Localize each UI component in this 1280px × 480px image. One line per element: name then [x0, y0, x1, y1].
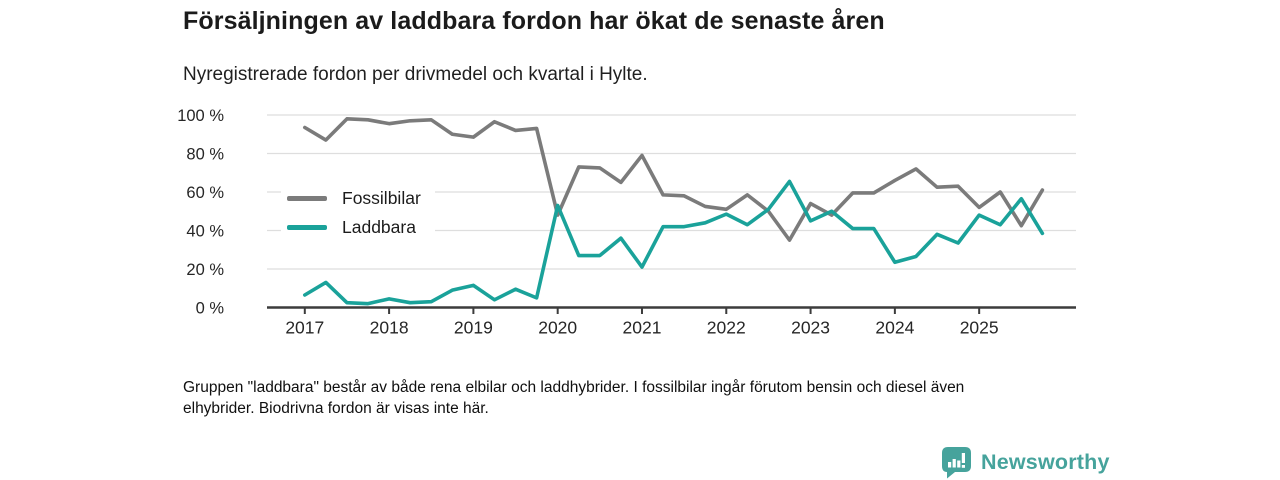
- legend-item-laddbara: [287, 216, 421, 238]
- y-axis-tick-label: 60 %: [186, 184, 224, 202]
- legend-item-fossilbilar: [287, 187, 421, 209]
- legend-item-label: Fossilbilar: [342, 187, 421, 208]
- x-axis-tick-label: 2018: [369, 317, 409, 338]
- laddbara-line-swatch: [287, 225, 327, 230]
- y-axis-tick-label: 100 %: [177, 107, 224, 125]
- newsworthy-logo-icon: [941, 446, 972, 479]
- x-axis-tick-label: 2017: [285, 317, 325, 338]
- y-axis-tick-label: 80 %: [186, 145, 224, 164]
- y-axis-tick-label: 40 %: [186, 222, 224, 241]
- x-axis-tick-label: 2025: [959, 317, 999, 338]
- x-axis-tick-label: 2022: [706, 317, 746, 338]
- chart-title: Försäljningen av laddbara fordon har ökat de senaste åren: [183, 7, 885, 35]
- legend-item-label: Laddbara: [342, 216, 416, 237]
- x-axis-tick-label: 2023: [791, 317, 831, 338]
- footnote-line: Gruppen "laddbara" består av både rena elbilar och laddhybrider. I fossilbilar ingår förutom bensin och diesel även: [183, 379, 965, 396]
- legend: [281, 184, 435, 241]
- chart-subtitle: Nyregistrerade fordon per drivmedel och kvartal i Hylte.: [183, 64, 648, 85]
- footnote: [183, 377, 964, 419]
- fossilbilar-line-swatch: [287, 196, 327, 201]
- x-axis-tick-label: 2021: [622, 317, 662, 338]
- x-axis-tick-label: 2020: [538, 317, 578, 338]
- x-axis-tick-label: 2019: [453, 317, 493, 338]
- newsworthy-logo: [941, 446, 1110, 479]
- x-axis-tick-label: 2024: [875, 317, 915, 338]
- newsworthy-logo-text: Newsworthy: [981, 450, 1110, 474]
- y-axis-tick-label: 0 %: [195, 299, 224, 318]
- y-axis-tick-label: 20 %: [186, 261, 224, 279]
- footnote-line: elhybrider. Biodrivna fordon är visas inte här.: [183, 400, 489, 417]
